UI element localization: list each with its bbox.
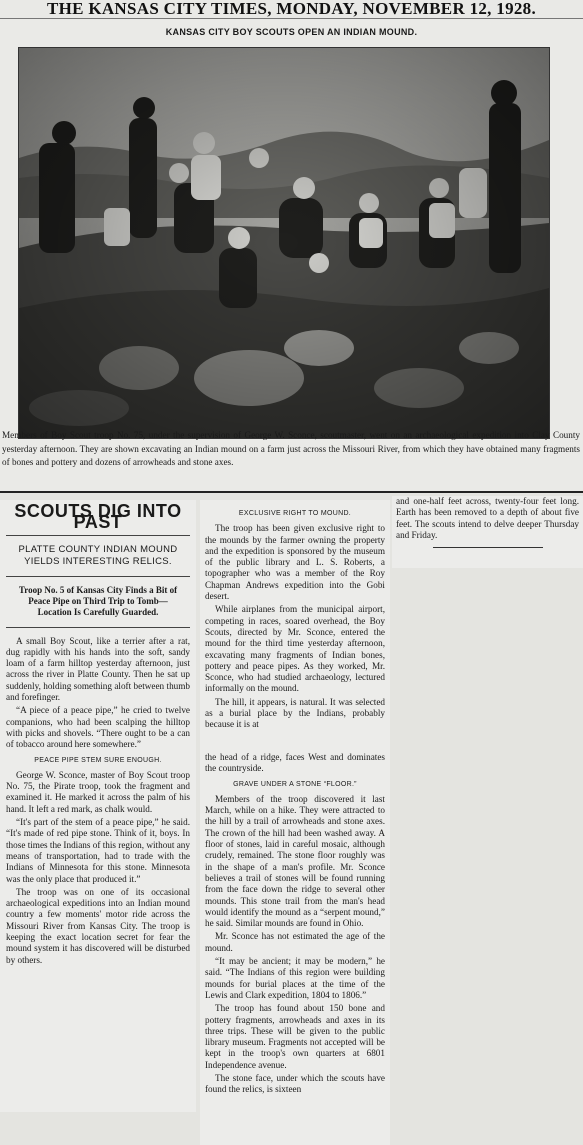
paragraph: Members of the troop discovered it last March, while on a hike. They were attracted to the hill by a trail of arrowheads and stone axes. The crown of the hill had been washed away. A floor of stones, laid in careful mosaic, although crudely, remained. The stone floor roughly was in the shape of a man's profile. Mr. Sconce believes a trail of stones will be found running from the face down the ridge to several other mounds. This stone trail from the man's head would identify the mound as a “serpent mound,” he said. Similar mounds are found in Ohio. (205, 793, 385, 929)
paragraph: A small Boy Scout, like a terrier after a rat, dug rapidly with his hands into the soft, sandy loam of a farm hilltop yesterday afternoon, just across the river in Platte County. Then he sat up suddenly, holding something aloft between thumb and forefinger. (6, 635, 190, 703)
paragraph: “It may be ancient; it may be modern,” he said. “The Indians of this region were building mounds for burial places at the time of the Lewis and Clark expedition, 1804 to 1806.” (205, 956, 385, 1000)
paragraph: While airplanes from the municipal airport, competing in races, soared overhead, the Boy Scouts, directed by Mr. Sconce, entered the mound for the third time yesterday afternoon, excavating many fragments of Indian bones, pottery and peace pipes. As they worked, Mr. Sconce, who had studied archaeology, lectured informally on the mound. (205, 604, 385, 694)
subhead-grave-under-stone: GRAVE UNDER A STONE “FLOOR.” (233, 780, 357, 788)
paragraph: The troop has found about 150 bone and pottery fragments, arrowheads and axes in its three trips. These will be given to the public library museum. Fragments not accepted will be kept in the troop's own quarters at 6801 Independence avenue. (205, 1003, 385, 1070)
article-column-2-top (200, 500, 390, 752)
paragraph: Mr. Sconce has not estimated the age of the mound. (205, 931, 385, 953)
paragraph: “A piece of a peace pipe,” he cried to twelve companions, who had been scalping the hilltop with picks and shovels. “There ought to be a can of tobacco around here somewhere.” (6, 705, 190, 750)
paragraph: “It's part of the stem of a peace pipe,” he said. “It's made of red pipe stone. Think of it, boys. In those times the Indians of this region, without any means of transportation, had to trade with the Indians of Minnesota for this stone. Minnesota was the only place that produced it.” (6, 817, 190, 884)
photo-caption: Members of Boy Scout troop No. 75, under the supervision of George W. Sconce, scoutmaster, went on an archaeological expedition into Clay County yesterday afternoon. They are shown excavating an Indian mound on a farm just across the Missouri River, from which they have obtained many fragments of bones and pottery and dozens of arrowheads and stone axes. (2, 430, 580, 467)
paragraph: The troop has been given exclusive right to the mounds by the farmer owning the property and the expedition is sponsored by the museum of the public library and L. S. Roberts, a topographer who was a member of the Roy Chapman Andrews expedition into the Gobi desert. (205, 523, 385, 602)
paragraph: The hill, it appears, is natural. It was selected as a burial place by the Indians, probably because it is at (205, 696, 385, 730)
article-deck-2: Troop No. 5 of Kansas City Finds a Bit of Peace Pipe on Third Trip to Tomb—Location Is Carefully Guarded. (6, 577, 190, 628)
photo-block (0, 19, 583, 493)
photo-heading: KANSAS CITY BOY SCOUTS OPEN AN INDIAN MOUND. (165, 27, 418, 37)
photo-illustration (19, 48, 549, 438)
article-column-3 (392, 496, 583, 568)
article-column-2-bottom (200, 752, 390, 1145)
paragraph: the head of a ridge, faces West and dominates the countryside. (205, 752, 385, 774)
paragraph: and one-half feet across, twenty-four feet long. Earth has been removed to a depth of about five feet. The scouts intend to delve deeper Thursday and Friday. (396, 496, 579, 540)
photo-scouts-excavating (18, 47, 550, 439)
paragraph: The troop was on one of its occasional archaeological expeditions into an Indian mound country a few moments' motor ride across the Missouri River from Kansas City. The troop is keeping the exact location secret for fear the mound system it has discovered will be disturbed by others. (6, 886, 190, 965)
masthead: THE KANSAS CITY TIMES, MONDAY, NOVEMBER 12, 1928. (0, 0, 583, 19)
paragraph: George W. Sconce, master of Boy Scout troop No. 75, the Pirate troop, took the fragment and examined it. He marked it across the palm of his hand. It left a red mark, as chalk would. (6, 769, 190, 814)
article-deck-1: PLATTE COUNTY INDIAN MOUND YIELDS INTERESTING RELICS. (6, 536, 190, 577)
article-column-1 (0, 500, 196, 1112)
end-rule (433, 547, 543, 552)
subhead-peace-pipe: PEACE PIPE STEM SURE ENOUGH. (34, 756, 162, 764)
article-headline: SCOUTS DIG INTO PAST (6, 500, 190, 536)
paragraph: The stone face, under which the scouts have found the relics, is sixteen (205, 1073, 385, 1095)
subhead-exclusive-right: EXCLUSIVE RIGHT TO MOUND. (238, 510, 352, 517)
